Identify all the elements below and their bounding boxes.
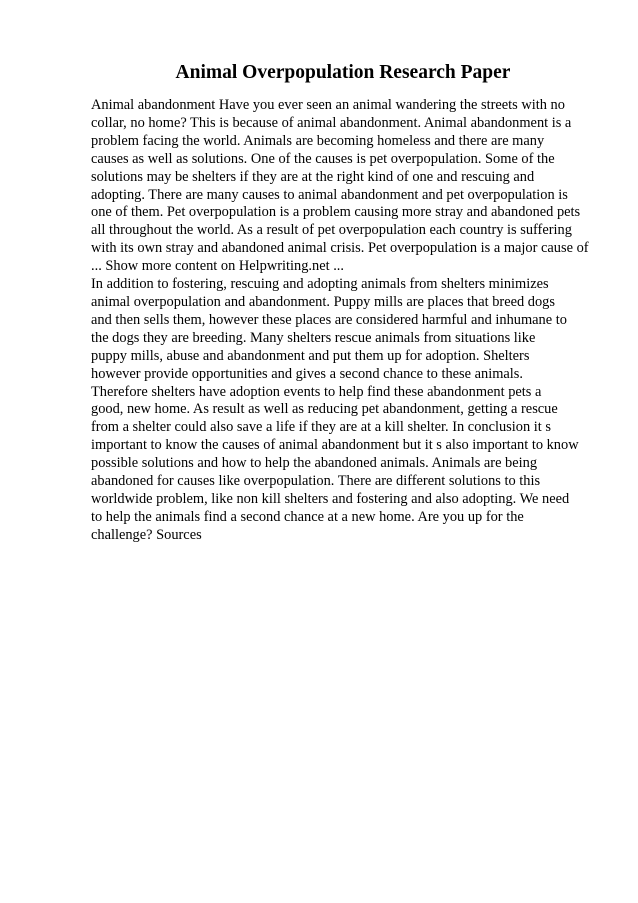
document-body [91, 97, 631, 545]
body-line: solutions may be shelters if they are at the right kind of one and rescuing and [91, 168, 535, 185]
body-line: Therefore shelters have adoption events to help find these abandonment pets a [91, 383, 542, 400]
show-more-line: ... Show more content on Helpwriting.net ... [91, 258, 344, 275]
body-line: possible solutions and how to help the abandoned animals. Animals are being [91, 455, 538, 472]
body-line: worldwide problem, like non kill shelters and fostering and also adopting. We need [91, 490, 570, 507]
body-line: In addition to fostering, rescuing and adopting animals from shelters minimizes [91, 276, 549, 293]
body-line: with its own stray and abandoned animal crisis. Pet overpopulation is a major cause of [91, 240, 589, 257]
body-line: abandoned for causes like overpopulation. There are different solutions to this [91, 473, 541, 490]
body-line: all throughout the world. As a result of pet overpopulation each country is suffering [91, 222, 572, 239]
body-line: Animal abandonment Have you ever seen an animal wandering the streets with no [91, 97, 565, 113]
body-line: the dogs they are breeding. Many shelters rescue animals from situations like [91, 329, 536, 346]
body-line: puppy mills, abuse and abandonment and put them up for adoption. Shelters [91, 347, 530, 364]
document-title: Animal Overpopulation Research Paper [175, 62, 511, 83]
body-line: challenge? Sources [91, 526, 202, 543]
body-line: one of them. Pet overpopulation is a problem causing more stray and abandoned pets [91, 204, 581, 221]
body-line: good, new home. As result as well as reducing pet abandonment, getting a rescue [91, 401, 558, 418]
body-line: however provide opportunities and gives a second chance to these animals. [91, 365, 523, 382]
body-line: important to know the causes of animal abandonment but it s also important to know [91, 437, 579, 454]
body-line: collar, no home? This is because of animal abandonment. Animal abandonment is a [91, 114, 572, 131]
body-line: from a shelter could also save a life if they are at a kill shelter. In conclusion it s [91, 419, 551, 436]
body-line: animal overpopulation and abandonment. Puppy mills are places that breed dogs [91, 293, 555, 310]
body-line: adopting. There are many causes to animal abandonment and pet overpopulation is [91, 186, 568, 203]
body-line: causes as well as solutions. One of the causes is pet overpopulation. Some of the [91, 150, 555, 167]
body-line: and then sells them, however these places are considered harmful and inhumane to [91, 311, 567, 328]
body-line: to help the animals find a second chance at a new home. Are you up for the [91, 508, 524, 525]
body-line: problem facing the world. Animals are becoming homeless and there are many [91, 132, 545, 149]
